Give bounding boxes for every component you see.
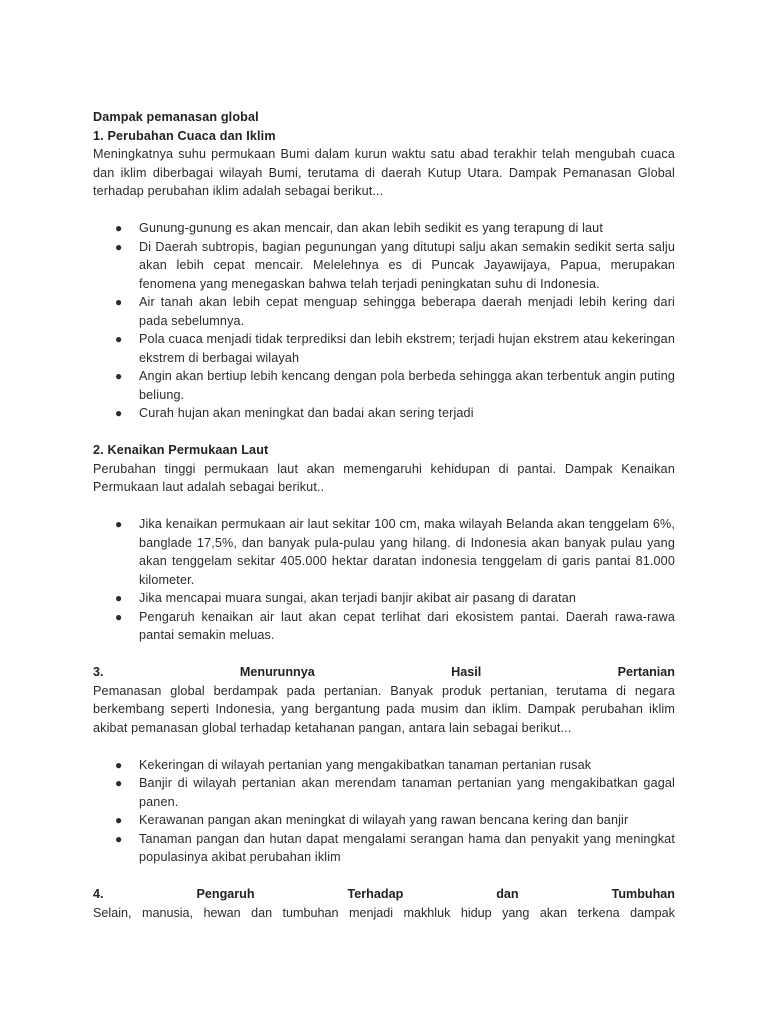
section-2-heading: 2. Kenaikan Permukaan Laut [93, 443, 269, 457]
document-title: Dampak pemanasan global [93, 110, 259, 124]
section-3-intro: Pemanasan global berdampak pada pertanian. Banyak produk pertanian, terutama di negara berkembang seperti Indonesia, yang bergantung pada musim dan iklim. Dampak perubahan iklim akibat pemanasan global terhadap ketahanan pangan, antara lain sebagai berikut... [93, 683, 675, 735]
bullet-icon: ● [115, 332, 123, 346]
list-item: ● Pola cuaca menjadi tidak terprediksi dan lebih ekstrem; terjadi hujan ekstrem atau kekeringan ekstrem di berbagai wilayah [115, 332, 675, 365]
bullet-icon: ● [115, 591, 123, 605]
bullet-icon: ● [115, 406, 123, 420]
list-item: ● Angin akan bertiup lebih kencang dengan pola berbeda sehingga akan terbentuk angin puting beliung. [115, 369, 675, 402]
bullet-icon: ● [115, 369, 123, 383]
list-item: ● Tanaman pangan dan hutan dapat mengalami serangan hama dan penyakit yang meningkat populasinya akibat perubahan iklim [115, 831, 675, 864]
section-4-heading: 4. Pengaruh Terhadap dan Tumbuhan [93, 887, 675, 901]
section-1-intro: Meningkatnya suhu permukaan Bumi dalam kurun waktu satu abad terakhir telah mengubah cuaca dan iklim diberbagai wilayah Bumi, terutama di daerah Kutup Utara. Dampak Pemanasan Global terhadap perubahan iklim adalah sebagai berikut... [93, 147, 675, 198]
document-page [93, 108, 675, 922]
list-item: ● Jika kenaikan permukaan air laut sekitar 100 cm, maka wilayah Belanda akan tenggelam 6%, banglade 17,5%, dan banyak pula-pulau yang hilang. di Indonesia akan banyak pulau yang akan tenggelam sekitar 405.000 hektar daratan indonesia tenggelam di garis pantai 81.000 kilometer. [115, 517, 675, 587]
bullet-icon: ● [115, 517, 123, 531]
section-2-list [93, 515, 675, 645]
list-item: ● Jika mencapai muara sungai, akan terjadi banjir akibat air pasang di daratan [93, 589, 675, 608]
bullet-icon: ● [115, 609, 123, 624]
section-1-heading: 1. Perubahan Cuaca dan Iklim [93, 128, 276, 143]
list-item: ● Gunung-gunung es akan mencair, dan akan lebih sedikit es yang terapung di laut [93, 219, 675, 238]
bullet-icon: ● [115, 221, 123, 235]
list-item: ● Di Daerah subtropis, bagian pegunungan yang ditutupi salju akan semakin sedikit serta salju akan lebih cepat mencair. Melelehnya es di Puncak Jayawijaya, Papua, merupakan fenomena yang menegaskan bahwa telah terjadi peningkatan suhu di Indonesia. [115, 239, 675, 291]
list-item: ● Kekeringan di wilayah pertanian yang mengakibatkan tanaman pertanian rusak [93, 756, 675, 775]
list-item: ● Kerawanan pangan akan meningkat di wilayah yang rawan bencana kering dan banjir [93, 811, 675, 830]
bullet-icon: ● [115, 776, 123, 790]
section-3-list [93, 756, 675, 867]
bullet-icon: ● [115, 757, 123, 772]
bullet-icon: ● [115, 239, 123, 254]
section-1-list [93, 219, 675, 423]
list-item: ● Curah hujan akan meningkat dan badai akan sering terjadi [93, 404, 675, 423]
list-item: ● Air tanah akan lebih cepat menguap sehingga beberapa daerah menjadi lebih kering dari pada sebelumnya. [115, 295, 675, 328]
list-item: ● Banjir di wilayah pertanian akan merendam tanaman pertanian yang mengakibatkan gagal panen. [115, 776, 675, 809]
bullet-icon: ● [115, 831, 123, 846]
list-item: ● Pengaruh kenaikan air laut akan cepat terlihat dari ekosistem pantai. Daerah rawa-rawa pantai semakin meluas. [115, 609, 675, 642]
bullet-icon: ● [115, 295, 123, 309]
bullet-icon: ● [115, 813, 123, 827]
section-2-intro: Perubahan tinggi permukaan laut akan memengaruhi kehidupan di pantai. Dampak Kenaikan Permukaan laut adalah sebagai berikut.. [93, 461, 675, 494]
section-4-intro: Selain, manusia, hewan dan tumbuhan menjadi makhluk hidup yang akan terkena dampak [93, 905, 675, 920]
section-3-heading: 3. Menurunnya Hasil Pertanian [93, 665, 675, 679]
